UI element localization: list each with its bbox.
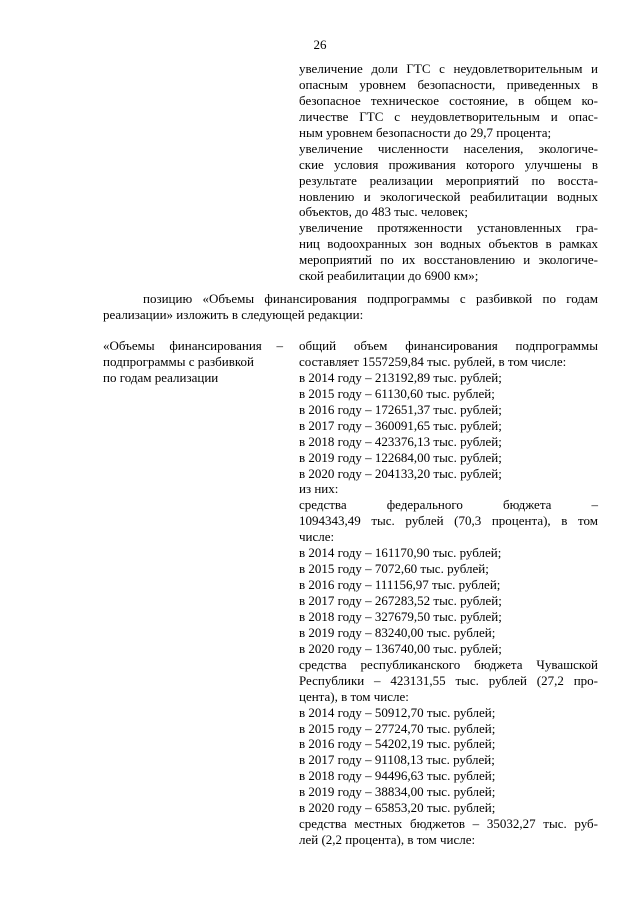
- text-line: общий объем финансирования подпрограммы: [299, 338, 598, 353]
- text-line: в 2018 году – 94496,63 тыс. рублей;: [299, 768, 496, 784]
- text-line: из них:: [299, 481, 339, 497]
- text-line: ские условия проживания которого улучшены в: [299, 156, 598, 172]
- intro-paragraph: [103, 291, 598, 323]
- text-line: средства местных бюджетов – 35032,27 тыс. руб-: [299, 816, 598, 832]
- text-line: результате реализации мероприятий по восста-: [299, 172, 598, 188]
- text-line: в 2020 году – 65853,20 тыс. рублей;: [299, 800, 496, 816]
- text-line: в 2014 году – 161170,90 тыс. рублей;: [299, 545, 502, 561]
- text-line: подпрограммы с разбивкой: [103, 353, 254, 369]
- text-line: мероприятий по их восстановлению и экологиче-: [299, 252, 598, 268]
- text-line: цента), в том числе:: [299, 688, 409, 704]
- text-line: в 2020 году – 136740,00 тыс. рублей;: [299, 640, 502, 656]
- text-line: средства республиканского бюджета Чувашской: [299, 656, 598, 672]
- text-line: в 2019 году – 83240,00 тыс. рублей;: [299, 624, 496, 640]
- text-line: в 2014 году – 213192,89 тыс. рублей;: [299, 369, 502, 385]
- text-line: в 2020 году – 204133,20 тыс. рублей;: [299, 465, 502, 481]
- targets-text-block: [299, 61, 598, 284]
- text-line: ской реабилитации до 6900 км»;: [299, 268, 479, 284]
- text-line: числе:: [299, 529, 335, 545]
- text-line: увеличение протяженности установленных гра-: [299, 220, 598, 236]
- text-line: лей (2,2 процента), в том числе:: [299, 832, 476, 848]
- text-line: увеличение численности населения, экологиче-: [299, 140, 598, 156]
- text-line: в 2016 году – 111156,97 тыс. рублей;: [299, 577, 501, 593]
- page-number: 26: [313, 37, 327, 52]
- funding-details-block: [299, 338, 598, 848]
- text-line: реализации» изложить в следующей редакции:: [103, 306, 364, 322]
- text-line: средства федерального бюджета –: [299, 497, 598, 513]
- text-line: в 2019 году – 38834,00 тыс. рублей;: [299, 784, 496, 800]
- text-line: в 2018 году – 423376,13 тыс. рублей;: [299, 433, 502, 449]
- text-line: безопасное техническое состояние, в общем ко-: [299, 92, 598, 108]
- text-line: в 2017 году – 360091,65 тыс. рублей;: [299, 417, 502, 433]
- text-line: в 2017 году – 91108,13 тыс. рублей;: [299, 752, 495, 768]
- text-line: в 2015 году – 61130,60 тыс. рублей;: [299, 385, 495, 401]
- text-line: увеличение доли ГТС с неудовлетворительным и: [299, 61, 598, 76]
- text-line: в 2014 году – 50912,70 тыс. рублей;: [299, 704, 496, 720]
- text-line: составляет 1557259,84 тыс. рублей, в том числе:: [299, 353, 567, 369]
- text-line: ниц водоохранных зон водных объектов в рамках: [299, 236, 598, 252]
- text-line: в 2015 году – 27724,70 тыс. рублей;: [299, 720, 496, 736]
- text-line: «Объемы финансирования –: [103, 338, 283, 353]
- text-line: в 2015 году – 7072,60 тыс. рублей;: [299, 561, 489, 577]
- text-line: ным уровнем безопасности до 29,7 процента;: [299, 124, 552, 140]
- text-line: по годам реализации: [103, 369, 219, 385]
- text-line: личестве ГТС с неудовлетворительным и опас-: [299, 108, 598, 124]
- text-line: в 2018 году – 327679,50 тыс. рублей;: [299, 608, 502, 624]
- text-line: в 2017 году – 267283,52 тыс. рублей;: [299, 593, 502, 608]
- text-line: в 2019 году – 122684,00 тыс. рублей;: [299, 449, 502, 465]
- text-line: в 2016 году – 54202,19 тыс. рублей;: [299, 736, 496, 752]
- text-line: 1094343,49 тыс. рублей (70,3 процента), в том: [299, 513, 598, 529]
- text-line: Республики – 423131,55 тыс. рублей (27,2 про-: [299, 672, 598, 688]
- funding-position-label: [103, 338, 283, 386]
- text-line: новлению и экологической реабилитации водных: [299, 188, 598, 204]
- text-line: в 2016 году – 172651,37 тыс. рублей;: [299, 401, 502, 417]
- text-line: позицию «Объемы финансирования подпрограммы с разбивкой по годам: [143, 291, 598, 306]
- text-line: объектов, до 483 тыс. человек;: [299, 204, 468, 220]
- text-line: опасным уровнем безопасности, приведенных в: [299, 76, 598, 92]
